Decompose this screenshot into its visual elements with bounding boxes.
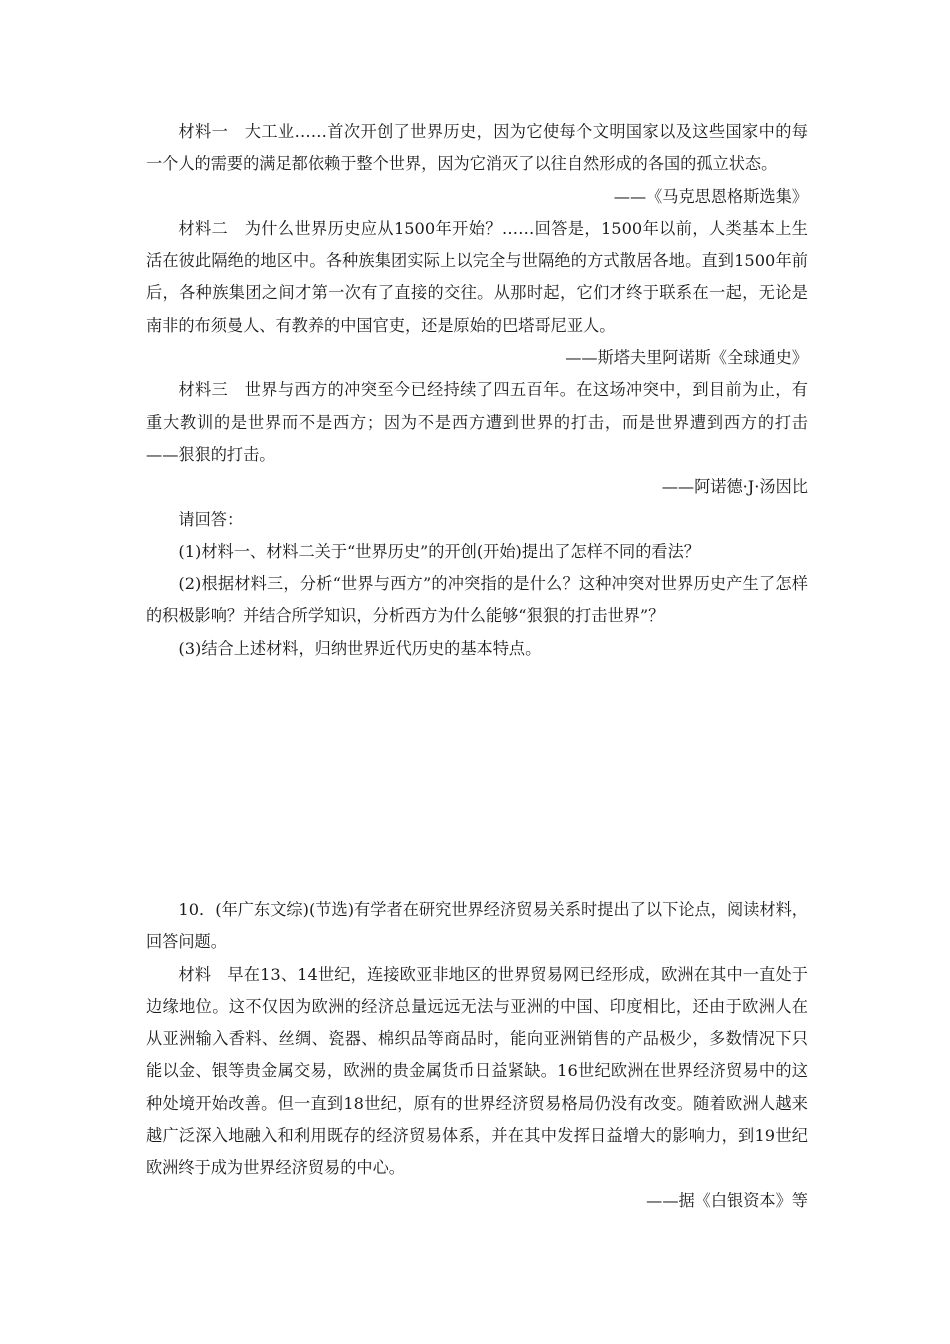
material-three-source: ——阿诺德·J·汤因比 (661, 477, 808, 497)
material-two-source: ——斯塔夫里阿诺斯《全球通史》 (565, 348, 808, 368)
material-two-text: 材料二 为什么世界历史应从1500年开始？……回答是，1500年以前，人类基本上生活在彼此隔绝的地区中。各种族集团实际上以完全与世隔绝的方式散居各地。直到1500年前后，各种族集团之间才第一次有了直接的交往。从那时起，它们才终于联系在一起，无论是南非的布须曼人、有教养的中国官吏，还是原始的巴塔哥尼亚人。 (146, 218, 808, 335)
question-2: (2)根据材料三，分析“世界与西方”的冲突指的是什么？这种冲突对世界历史产生了怎样的积极影响？并结合所学知识，分析西方为什么能够“狠狠的打击世界”？ (146, 574, 808, 626)
question-3: (3)结合上述材料，归纳世界近代历史的基本特点。 (178, 638, 542, 658)
question-10-section (146, 894, 808, 1217)
material-three-text: 材料三 世界与西方的冲突至今已经持续了四五百年。在这场冲突中，到目前为止，有重大教训的是世界而不是西方；因为不是西方遭到世界的打击，而是世界遭到西方的打击——狠狠的打击。 (146, 380, 808, 464)
question-10-material: 材料 早在13、14世纪，连接欧亚非地区的世界贸易网已经形成，欧洲在其中一直处于边缘地位。这不仅因为欧洲的经济总量远远无法与亚洲的中国、印度相比，还由于欧洲人在从亚洲输入香料、丝绸、瓷器、棉织品等商品时，能向亚洲销售的产品极少，多数情况下只能以金、银等贵金属交易，欧洲的贵金属货币日益紧缺。16世纪欧洲在世界经济贸易中的这种处境开始改善。但一直到18世纪，原有的世界经济贸易格局仍没有改变。随着欧洲人越来越广泛深入地融入和利用既存的经济贸易体系，并在其中发挥日益增大的影响力，到19世纪欧洲终于成为世界经济贸易的中心。 (146, 964, 808, 1178)
answer-prompt: 请回答： (178, 509, 244, 529)
question-10-source: ——据《白银资本》等 (646, 1190, 808, 1210)
materials-section (146, 116, 808, 665)
question-10-heading: 10．(年广东文综)(节选)有学者在研究世界经济贸易关系时提出了以下论点，阅读材料，回答问题。 (146, 900, 808, 952)
question-1: (1)材料一、材料二关于“世界历史”的开创(开始)提出了怎样不同的看法？ (178, 541, 700, 561)
material-one-source: ——《马克思恩格斯选集》 (613, 186, 808, 206)
material-one-text: 材料一 大工业……首次开创了世界历史，因为它使每个文明国家以及这些国家中的每一个人的需要的满足都依赖于整个世界，因为它消灭了以往自然形成的各国的孤立状态。 (146, 122, 808, 174)
